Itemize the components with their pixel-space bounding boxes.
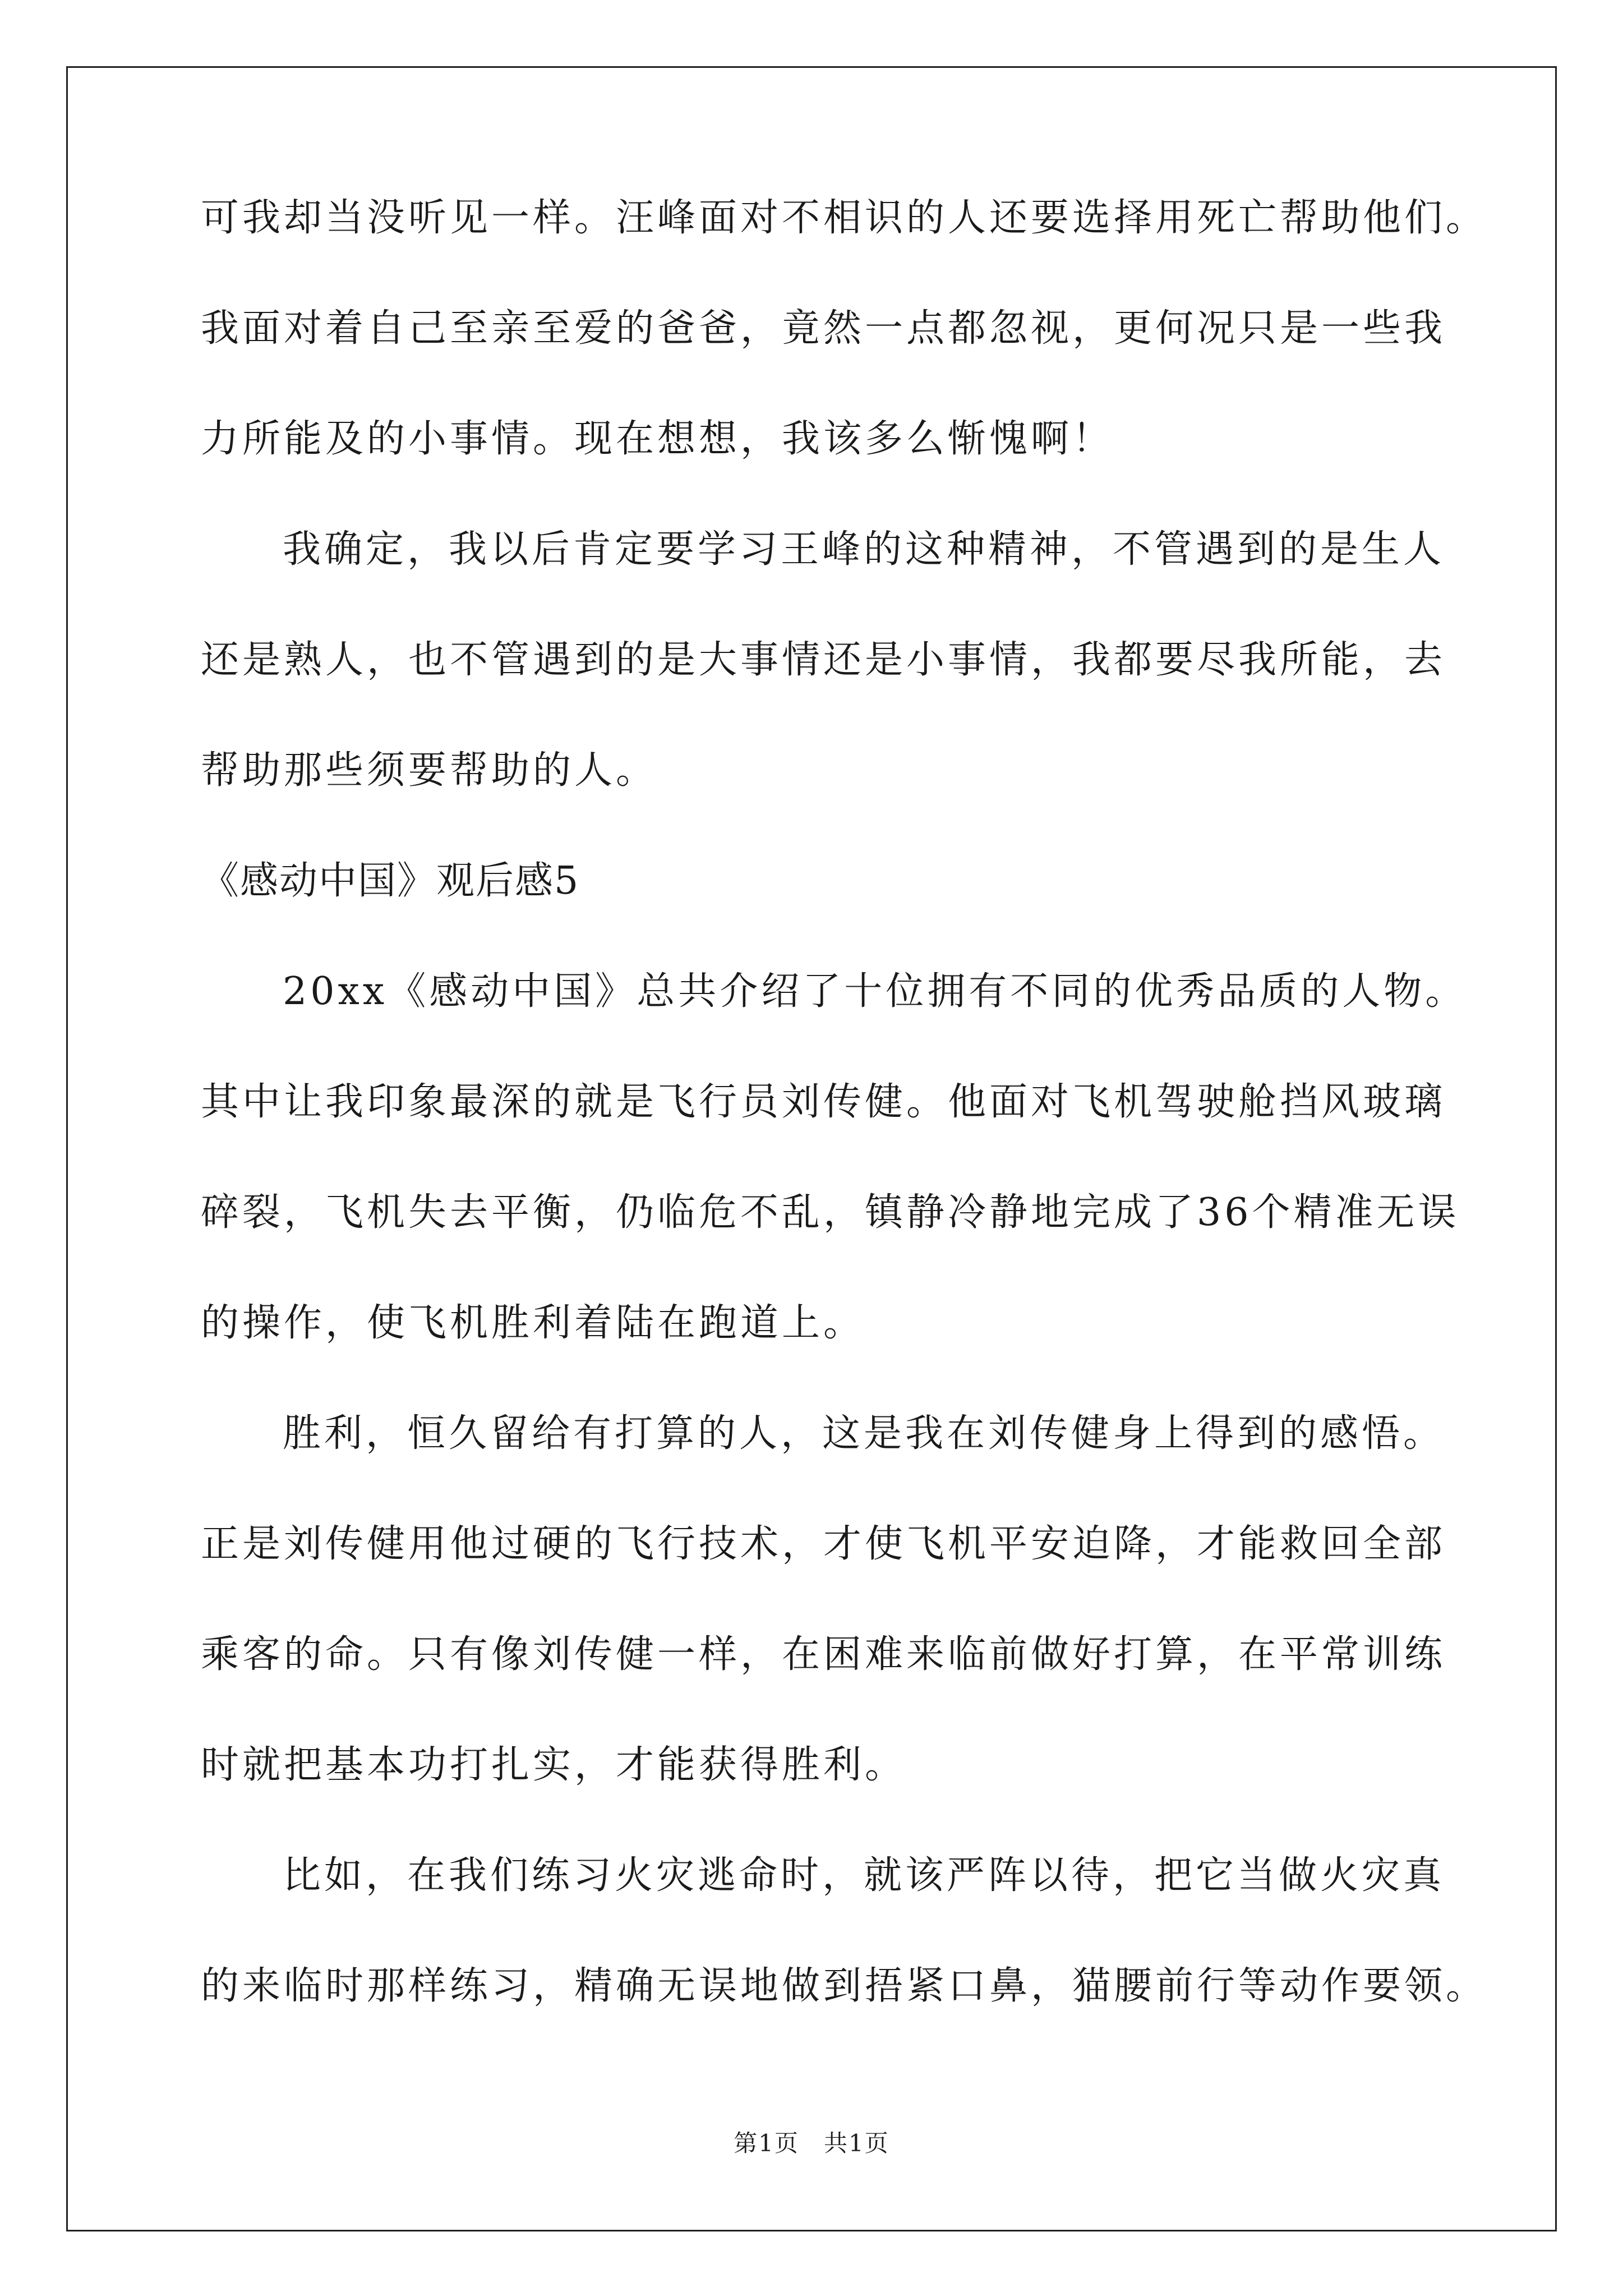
text-line: 力所能及的小事情。现在想想，我该多么惭愧啊！ xyxy=(201,417,1114,461)
text-line: 还是熟人，也不管遇到的是大事情还是小事情，我都要尽我所能，去 xyxy=(201,638,1446,682)
text-line: 时就把基本功打扎实，才能获得胜利。 xyxy=(201,1743,907,1787)
text-line: 20xx《感动中国》总共介绍了十位拥有不同的优秀品质的人物。 xyxy=(283,969,1467,1014)
text-line: 的操作，使飞机胜利着陆在跑道上。 xyxy=(201,1301,865,1345)
text-line: 比如，在我们练习火灾逃命时，就该严阵以待，把它当做火灾真 xyxy=(283,1853,1445,1898)
text-line: 碎裂，飞机失去平衡，仍临危不乱，镇静冷静地完成了36个精准无误 xyxy=(201,1190,1460,1235)
text-line: 胜利，恒久留给有打算的人，这是我在刘传健身上得到的感悟。 xyxy=(283,1411,1445,1456)
document-body xyxy=(201,196,1488,2078)
section-heading: 《感动中国》观后感5 xyxy=(201,859,580,903)
text-line: 正是刘传健用他过硬的飞行技术，才使飞机平安迫降，才能救回全部 xyxy=(201,1522,1446,1566)
text-line: 可我却当没听见一样。汪峰面对不相识的人还要选择用死亡帮助他们。 xyxy=(201,196,1488,240)
text-line: 我面对着自己至亲至爱的爸爸，竟然一点都忽视，更何况只是一些我 xyxy=(201,306,1446,351)
text-line: 帮助那些须要帮助的人。 xyxy=(201,748,658,793)
page-footer: 第1页 共1页 xyxy=(734,2129,889,2157)
text-line: 其中让我印象最深的就是飞行员刘传健。他面对飞机驾驶舱挡风玻璃 xyxy=(201,1080,1446,1124)
text-line: 我确定，我以后肯定要学习王峰的这种精神，不管遇到的是生人 xyxy=(283,527,1445,572)
text-line: 乘客的命。只有像刘传健一样，在困难来临前做好打算，在平常训练 xyxy=(201,1632,1446,1677)
text-line: 的来临时那样练习，精确无误地做到捂紧口鼻，猫腰前行等动作要领。 xyxy=(201,1964,1488,2008)
